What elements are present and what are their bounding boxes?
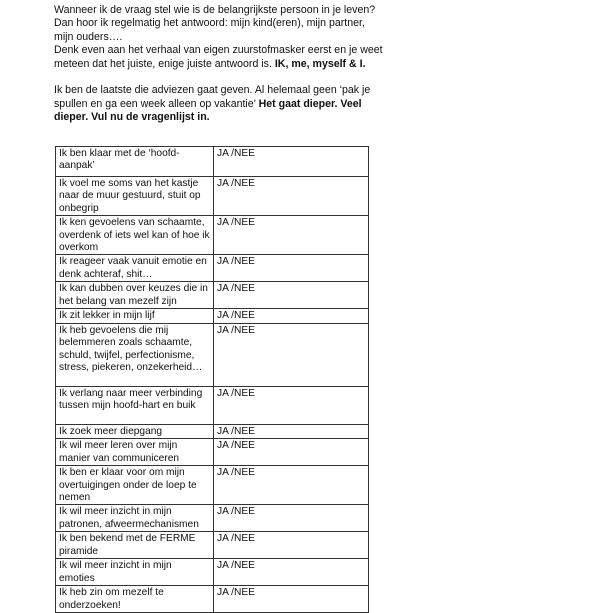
statement-cell: Ik zit lekker in mijn lijf bbox=[56, 309, 214, 323]
table-row bbox=[56, 466, 369, 505]
intro-line bbox=[54, 111, 574, 124]
statement-cell: Ik zoek meer diepgang bbox=[56, 424, 214, 438]
statement-cell: Ik ken gevoelens van schaamte, overdenk of iets wel kan of hoe ik overkom bbox=[56, 216, 214, 255]
table-row bbox=[56, 386, 369, 424]
intro-text-span: meteen dat het juiste, enige juiste antwoord is. bbox=[54, 57, 275, 70]
table-row bbox=[56, 505, 369, 532]
intro-text bbox=[54, 4, 574, 125]
statement-cell: Ik reageer vaak vanuit emotie en denk achteraf, shit… bbox=[56, 255, 214, 282]
intro-bold-text: Het gaat dieper. Veel bbox=[258, 97, 362, 110]
intro-bold-answer: IK, me, myself & I. bbox=[274, 57, 366, 70]
table-row bbox=[56, 216, 369, 255]
answer-cell[interactable]: JA /NEE bbox=[214, 386, 369, 424]
table-row bbox=[56, 309, 369, 323]
answer-cell[interactable]: JA /NEE bbox=[214, 323, 369, 386]
table-row bbox=[56, 532, 369, 559]
answer-cell[interactable]: JA /NEE bbox=[214, 559, 369, 586]
statement-cell: Ik heb zin om mezelf te onderzoeken! bbox=[56, 586, 214, 613]
intro-line: Dan hoor ik regelmatig het antwoord: mijn kind(eren), mijn partner, bbox=[54, 17, 365, 30]
intro-line bbox=[54, 58, 574, 71]
intro-bold-text: dieper. Vul nu de vragenlijst in. bbox=[54, 111, 210, 124]
statement-cell: Ik ben klaar met de ‘hoofd-aanpak’ bbox=[56, 147, 214, 177]
intro-line: mijn ouders…. bbox=[54, 30, 123, 43]
table-row bbox=[56, 177, 369, 216]
answer-cell[interactable]: JA /NEE bbox=[214, 309, 369, 323]
statement-cell: Ik ben bekend met de FERME piramide bbox=[56, 532, 214, 559]
answer-cell[interactable]: JA /NEE bbox=[214, 255, 369, 282]
intro-line: Wanneer ik de vraag stel wie is de belangrijkste persoon in je leven? bbox=[54, 4, 376, 16]
intro-line bbox=[54, 98, 574, 111]
answer-cell[interactable]: JA /NEE bbox=[214, 586, 369, 613]
answer-cell[interactable]: JA /NEE bbox=[214, 505, 369, 532]
intro-line: Denk even aan het verhaal van eigen zuurstofmasker eerst en je weet bbox=[54, 44, 383, 57]
statement-cell: Ik ben er klaar voor om mijn overtuigingen onder de loep te nemen bbox=[56, 466, 214, 505]
intro-text-span: spullen en ga een week alleen op vakantie’ bbox=[54, 97, 259, 110]
table-row bbox=[56, 439, 369, 466]
statement-cell: Ik verlang naar meer verbinding tussen mijn hoofd-hart en buik bbox=[56, 386, 214, 424]
questionnaire-body bbox=[56, 147, 369, 613]
answer-cell[interactable]: JA /NEE bbox=[214, 466, 369, 505]
table-row bbox=[56, 424, 369, 438]
answer-cell[interactable]: JA /NEE bbox=[214, 532, 369, 559]
questionnaire-table bbox=[55, 146, 369, 613]
table-row bbox=[56, 282, 369, 309]
statement-cell: Ik kan dubben over keuzes die in het belang van mezelf zijn bbox=[56, 282, 214, 309]
statement-cell: Ik wil meer inzicht in mijn patronen, afweermechanismen bbox=[56, 505, 214, 532]
table-row bbox=[56, 323, 369, 386]
statement-cell: Ik heb gevoelens die mij belemmeren zoals schaamte, schuld, twijfel, perfectionisme, stress, piekeren, onzekerheid… bbox=[56, 323, 214, 386]
answer-cell[interactable]: JA /NEE bbox=[214, 282, 369, 309]
answer-cell[interactable]: JA /NEE bbox=[214, 177, 369, 216]
table-row bbox=[56, 586, 369, 613]
answer-cell[interactable]: JA /NEE bbox=[214, 147, 369, 177]
statement-cell: Ik wil meer inzicht in mijn emoties bbox=[56, 559, 214, 586]
answer-cell[interactable]: JA /NEE bbox=[214, 424, 369, 438]
table-row bbox=[56, 147, 369, 177]
statement-cell: Ik wil meer leren over mijn manier van communiceren bbox=[56, 439, 214, 466]
paragraph-gap bbox=[54, 71, 574, 84]
answer-cell[interactable]: JA /NEE bbox=[214, 439, 369, 466]
statement-cell: Ik voel me soms van het kastje naar de muur gestuurd, stuit op onbegrip bbox=[56, 177, 214, 216]
table-row bbox=[56, 255, 369, 282]
intro-line: Ik ben de laatste die adviezen gaat geven. Al helemaal geen ‘pak je bbox=[54, 84, 371, 97]
table-row bbox=[56, 559, 369, 586]
answer-cell[interactable]: JA /NEE bbox=[214, 216, 369, 255]
